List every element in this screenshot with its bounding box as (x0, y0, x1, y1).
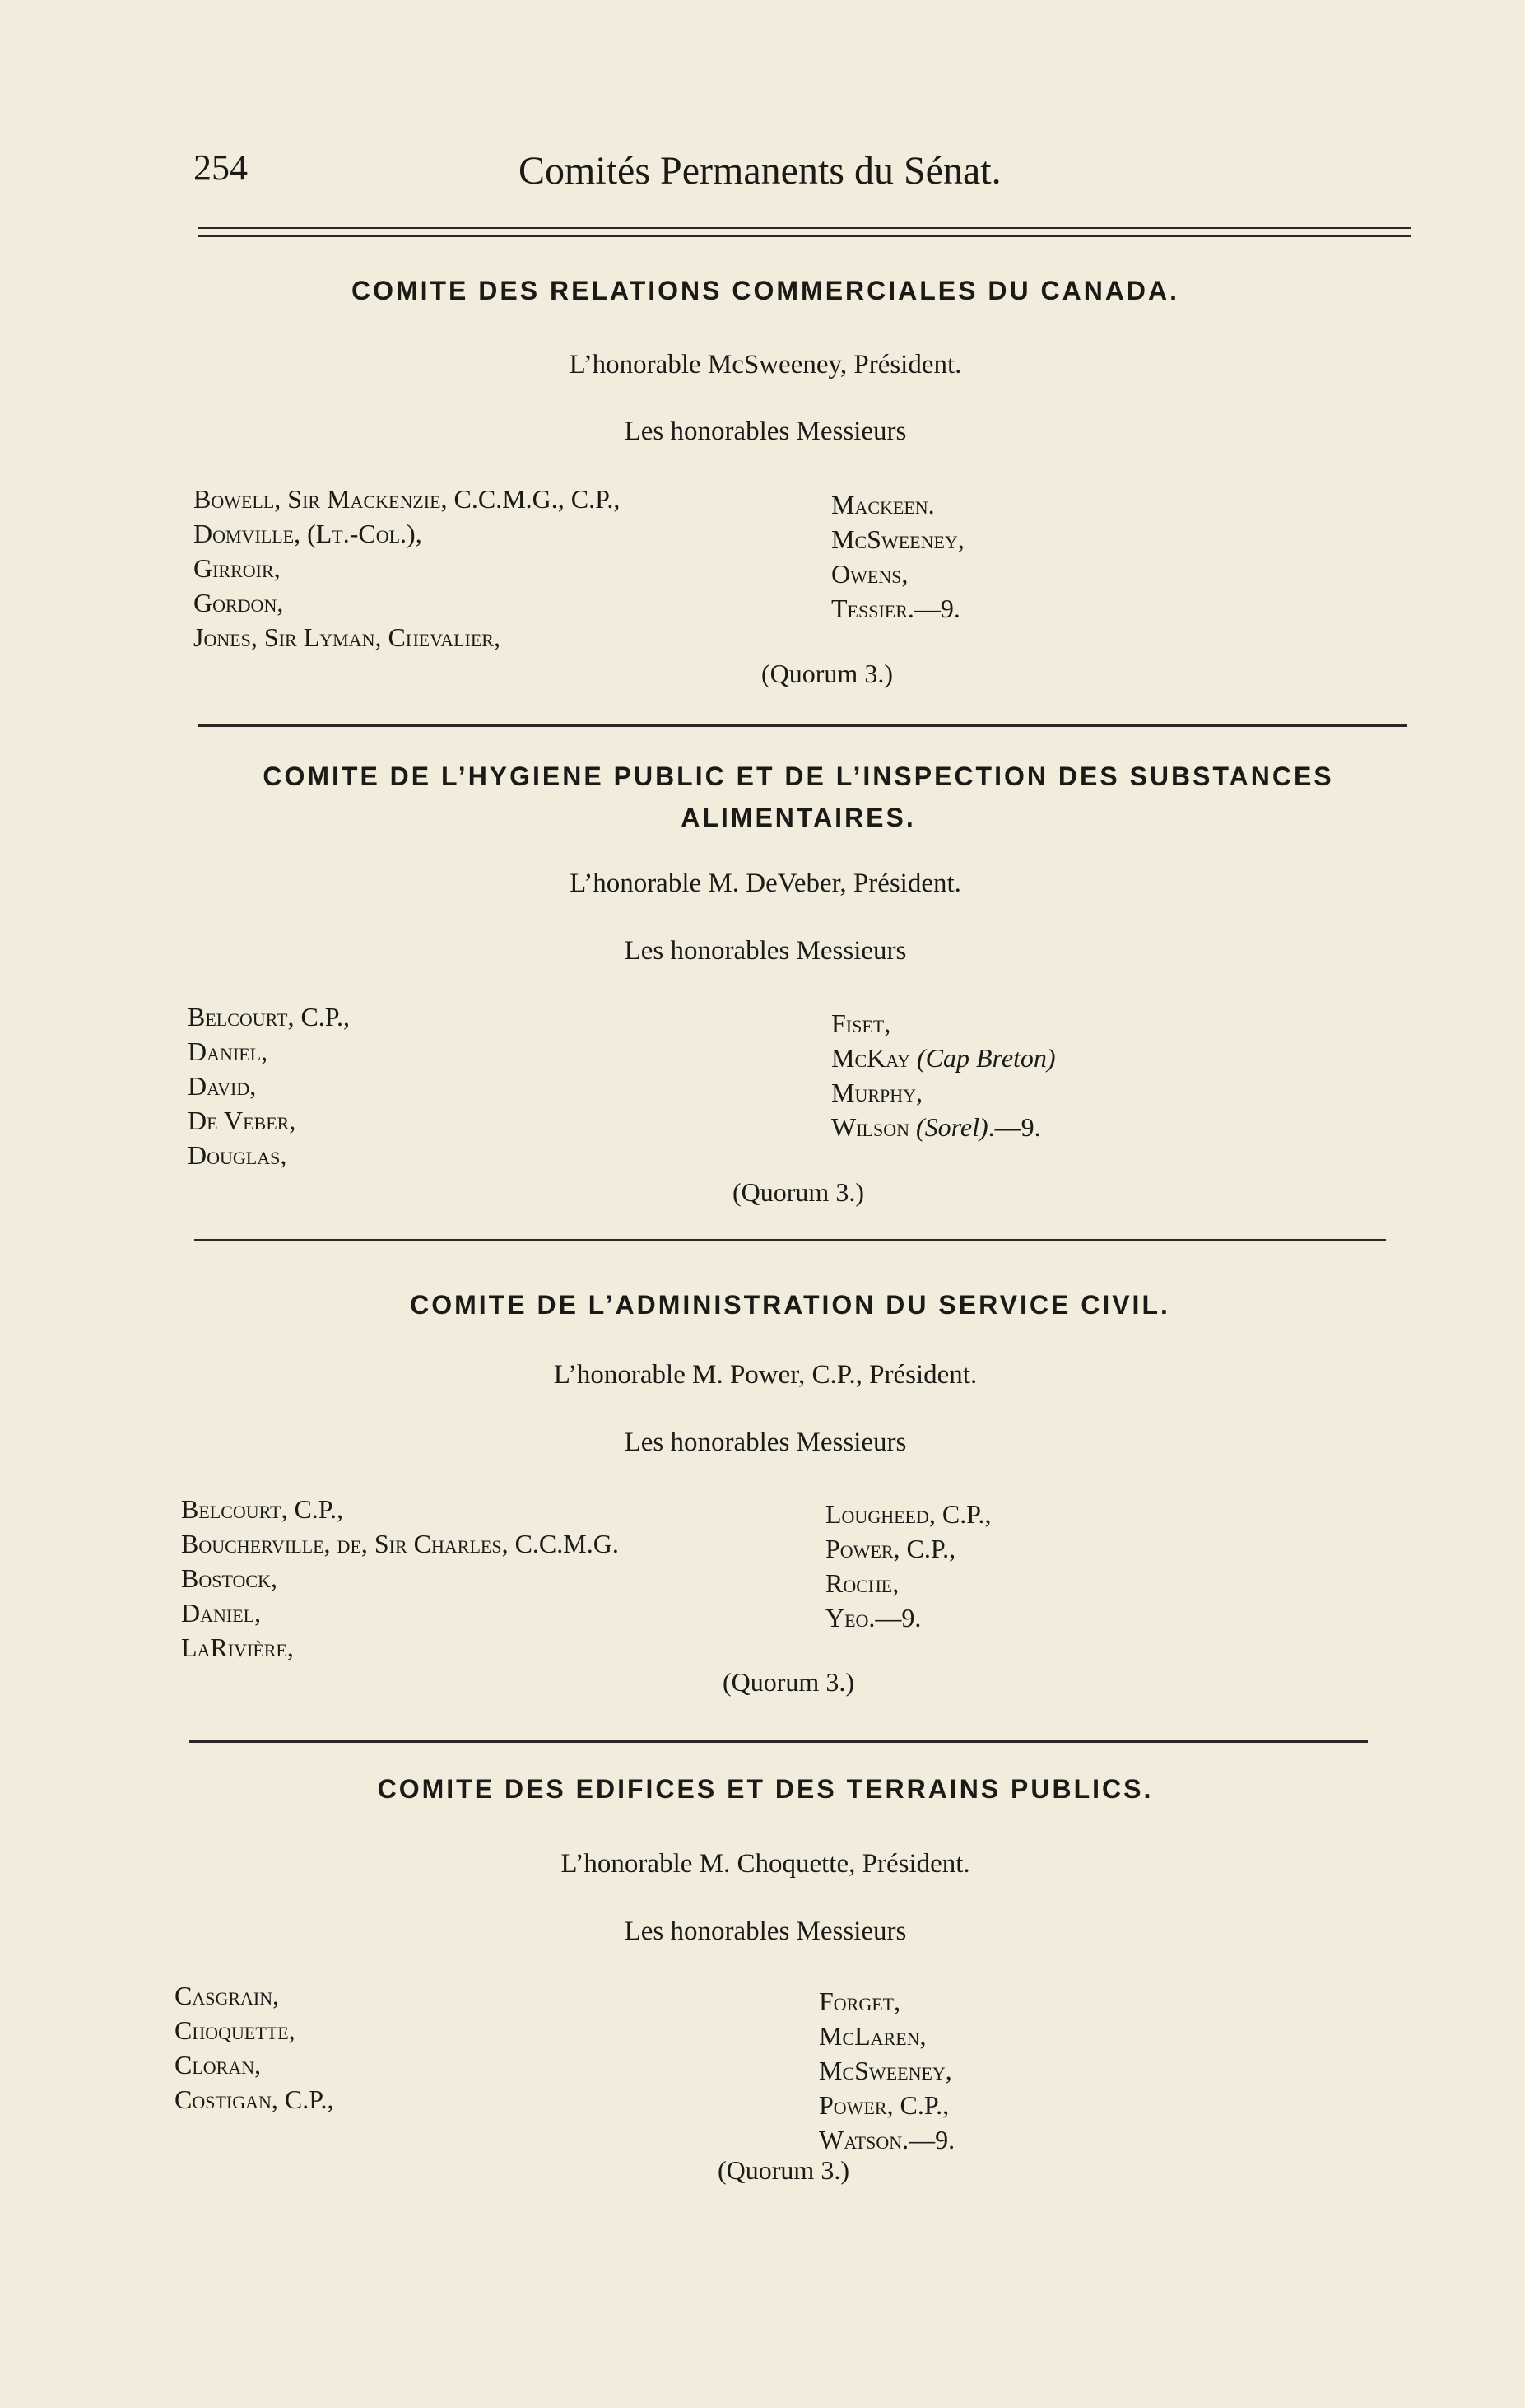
committee-chairman: L’honorable M. DeVeber, Président. (570, 869, 961, 898)
member-name: Power, C.P., (825, 1534, 956, 1563)
member-name: McSweeney, (819, 2056, 952, 2085)
committee-title: COMITE DES EDIFICES ET DES TERRAINS PUBLICS. (377, 1774, 1154, 1804)
committee-title: COMITE DE L’HYGIENE PUBLIC ET DE L’INSPECTION DES SUBSTANCES ALIMENTAIRES. (263, 762, 1334, 832)
member-name: Boucherville, de, Sir Charles, C.C.M.G. (181, 1529, 619, 1558)
member-name: Domville, (Lt.-Col.), (193, 519, 422, 548)
member-name: McLaren, (819, 2021, 927, 2051)
member-name: Owens, (831, 559, 909, 589)
quorum: (Quorum 3.) (761, 659, 893, 688)
committee-chairman: L’honorable M. Choquette, Président. (560, 1849, 970, 1879)
section-rule (189, 1740, 1368, 1743)
member-name: Costigan, C.P., (174, 2084, 334, 2114)
header-double-rule-bottom (198, 235, 1411, 237)
member-name: Daniel, (181, 1598, 262, 1628)
section-rule (194, 1239, 1386, 1241)
member-name: Power, C.P., (819, 2090, 950, 2120)
member-name: Belcourt, C.P., (181, 1494, 344, 1524)
committee-title: COMITE DE L’ADMINISTRATION DU SERVICE CIVIL. (410, 1290, 1170, 1320)
member-name: Yeo.—9. (825, 1603, 922, 1633)
member-name: McKay (Cap Breton) (831, 1043, 1056, 1073)
header-double-rule-top (198, 227, 1411, 229)
member-name: Mackeen. (831, 490, 935, 519)
members-left-column (181, 1492, 619, 1665)
member-name: LaRivière, (181, 1633, 294, 1662)
members-left-column (188, 999, 350, 1172)
members-left-column (174, 1978, 334, 2117)
quorum: (Quorum 3.) (723, 1667, 854, 1697)
section-rule (198, 724, 1407, 727)
members-right-column (831, 487, 965, 626)
member-name: Gordon, (193, 588, 284, 617)
members-heading: Les honorables Messieurs (624, 417, 907, 446)
member-name: Murphy, (831, 1078, 923, 1107)
committee-chairman: L’honorable McSweeney, Président. (569, 350, 962, 380)
members-right-column (819, 1984, 955, 2157)
members-right-column (825, 1497, 991, 1635)
member-name: Bowell, Sir Mackenzie, C.C.M.G., C.P., (193, 484, 621, 514)
quorum: (Quorum 3.) (718, 2155, 849, 2185)
member-name: Belcourt, C.P., (188, 1002, 351, 1032)
members-heading: Les honorables Messieurs (624, 936, 907, 966)
member-name: Cloran, (174, 2050, 262, 2080)
member-name: Douglas, (188, 1140, 287, 1170)
members-heading: Les honorables Messieurs (624, 1428, 907, 1457)
committee-title: COMITE DES RELATIONS COMMERCIALES DU CANADA. (351, 276, 1180, 305)
member-name: McSweeney, (831, 524, 965, 554)
page-number: 254 (193, 147, 248, 188)
member-name: Girroir, (193, 553, 281, 583)
member-name: Forget, (819, 1986, 901, 2016)
members-left-column (193, 482, 620, 654)
member-name: Wilson (Sorel).—9. (831, 1112, 1041, 1142)
member-name: Lougheed, C.P., (825, 1499, 992, 1529)
member-name: Fiset, (831, 1008, 891, 1038)
member-name: Tessier.—9. (831, 594, 960, 623)
members-heading: Les honorables Messieurs (624, 1917, 907, 1946)
member-name: Choquette, (174, 2015, 295, 2045)
members-right-column (831, 1006, 1056, 1144)
quorum: (Quorum 3.) (732, 1177, 864, 1207)
member-name: Roche, (825, 1568, 900, 1598)
running-title: Comités Permanents du Sénat. (518, 149, 1002, 193)
member-name: Casgrain, (174, 1981, 280, 2010)
member-name: De Veber, (188, 1106, 296, 1135)
member-name: Bostock, (181, 1563, 277, 1593)
committee-chairman: L’honorable M. Power, C.P., Président. (553, 1360, 978, 1390)
member-name: Daniel, (188, 1036, 268, 1066)
member-name: Watson.—9. (819, 2125, 955, 2154)
member-name: David, (188, 1071, 257, 1101)
member-name: Jones, Sir Lyman, Chevalier, (193, 622, 500, 652)
